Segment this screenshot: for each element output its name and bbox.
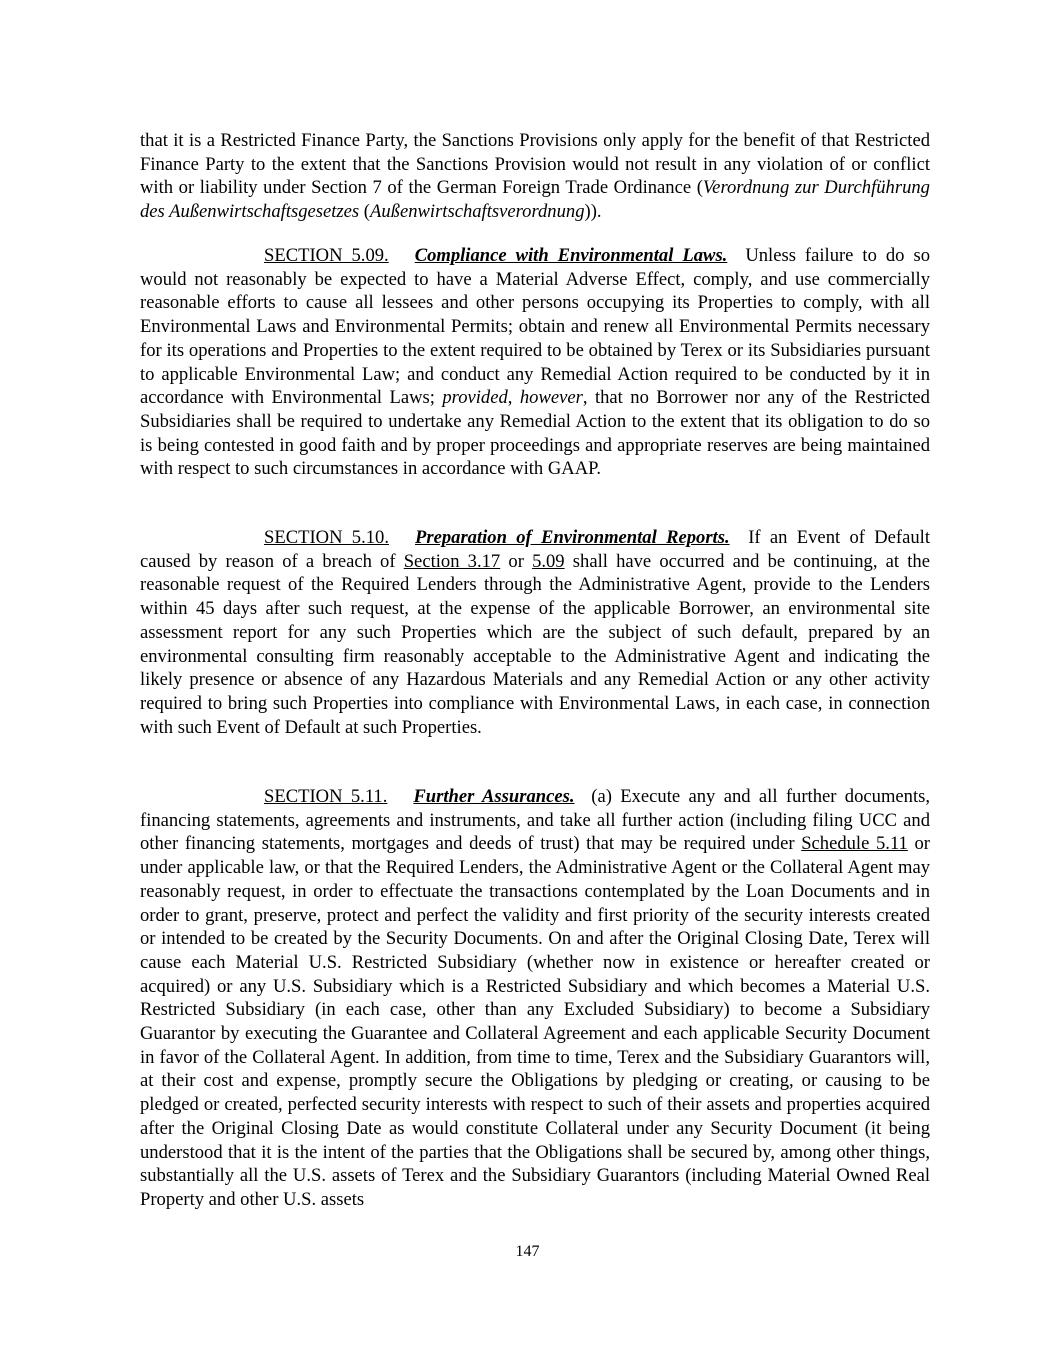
paragraph-text: (a) Execute any and all further documents, financing statements, agreements and instruments, and take all further action (including filing UCC and other financing statements, mortgages and deeds of trust) that may be required under bbox=[140, 786, 931, 855]
paragraph-text: , bbox=[507, 387, 520, 409]
italic-term: provided bbox=[442, 387, 508, 409]
section-5-11-paragraph bbox=[140, 785, 930, 1212]
paragraph-text: Unless failure to do so would not reasonably be expected to have a Material Adverse Effect, comply, and use commercially reasonable efforts to cause all lessees and other persons occupying its Properties to comply, with all Environmental Laws and Environmental Permits; obtain and renew all Environmental Permits necessary for its operations and Properties to the extent required to be obtained by Terex or its Subsidiaries pursuant to applicable Environmental Law; and conduct any Remedial Action required to be conducted by it in accordance with Environmental Laws; bbox=[140, 245, 930, 409]
section-heading: Compliance with Environmental Laws. bbox=[414, 245, 728, 266]
paragraph-text: shall have occurred and be continuing, at the reasonable request of the Required Lenders through the Administrative Agent, provide to the Lenders within 45 days after such request, at the expense of the applicable Borrower, an environmental site assessment report for any such Properties which are the subject of such default, prepared by an environmental consulting firm reasonably acceptable to the Administrative Agent and indicating the likely presence or absence of any Hazardous Materials and any Remedial Action or any other activity required to bring such Properties into compliance with Environmental Laws, in each case, in connection with such Event of Default at such Properties. bbox=[140, 550, 930, 738]
paragraph-text: or under applicable law, or that the Required Lenders, the Administrative Agent or the Collateral Agent may reasonably request, in order to effectuate the transactions contemplated by the Loan Documents and in order to grant, preserve, protect and perfect the validity and first priority of the security interests created or intended to be created by the Security Documents. On and after the Original Closing Date, Terex will cause each Material U.S. Restricted Subsidiary (whether now in existence or hereafter created or acquired) or any U.S. Subsidiary which is a Restricted Subsidiary and which becomes a Material U.S. Restricted Subsidiary (in each case, other than any Excluded Subsidiary) to become a Subsidiary Guarantor by executing the Guarantee and Collateral Agreement and each applicable Security Document in favor of the Collateral Agent. In addition, from time to time, Terex and the Subsidiary Guarantors will, at their cost and expense, promptly secure the Obligations by pledging or creating, or causing to be pledged or created, perfected security interests with respect to such of their assets and properties acquired after the Original Closing Date as would constitute Collateral under any Security Document (it being understood that it is the intent of the parties that the Obligations shall be secured by, among other things, substantially all the U.S. assets of Terex and the Subsidiary Guarantors (including Material Owned Real Property and other U.S. assets bbox=[140, 833, 931, 1210]
paragraph-text: ( bbox=[359, 201, 370, 223]
cross-reference-schedule-5-11: Schedule 5.11 bbox=[801, 833, 908, 855]
section-number: SECTION 5.09. bbox=[264, 245, 389, 266]
paragraph-text: or bbox=[500, 550, 533, 572]
section-number: SECTION 5.11. bbox=[264, 786, 388, 807]
page-number: 147 bbox=[515, 1243, 540, 1260]
section-number: SECTION 5.10. bbox=[264, 527, 389, 548]
paragraph-text: , that no Borrower nor any of the Restricted Subsidiaries shall be required to undertake any Remedial Action to the extent that its obligation to do so is being contested in good faith and by proper proceedings and appropriate reserves are being maintained with respect to such circumstances in accordance with GAAP. bbox=[140, 387, 930, 480]
german-ordinance-name: Verordnung zur Durchführung des Außenwirtschaftsgesetzes bbox=[140, 177, 930, 223]
italic-term: however bbox=[519, 387, 583, 409]
paragraph-text: that it is a Restricted Finance Party, the Sanctions Provisions only apply for the benefit of that Restricted Finance Party to the extent that the Sanctions Provision would not result in any violation of or conflict with or liability under Section 7 of the German Foreign Trade Ordinance ( bbox=[140, 130, 930, 199]
cross-reference-5-09: 5.09 bbox=[532, 550, 565, 572]
section-5-10-paragraph bbox=[140, 526, 930, 739]
section-5-09-paragraph bbox=[140, 244, 930, 481]
paragraph-text: If an Event of Default caused by reason of a breach of bbox=[140, 527, 931, 572]
cross-reference-section-3-17: Section 3.17 bbox=[403, 550, 501, 572]
section-heading: Further Assurances. bbox=[413, 786, 575, 807]
section-heading: Preparation of Environmental Reports. bbox=[415, 527, 730, 548]
paragraph-continuation bbox=[140, 129, 930, 224]
paragraph-text: )). bbox=[584, 201, 602, 223]
german-ordinance-short-name: Außenwirtschaftsverordnung bbox=[370, 201, 585, 223]
